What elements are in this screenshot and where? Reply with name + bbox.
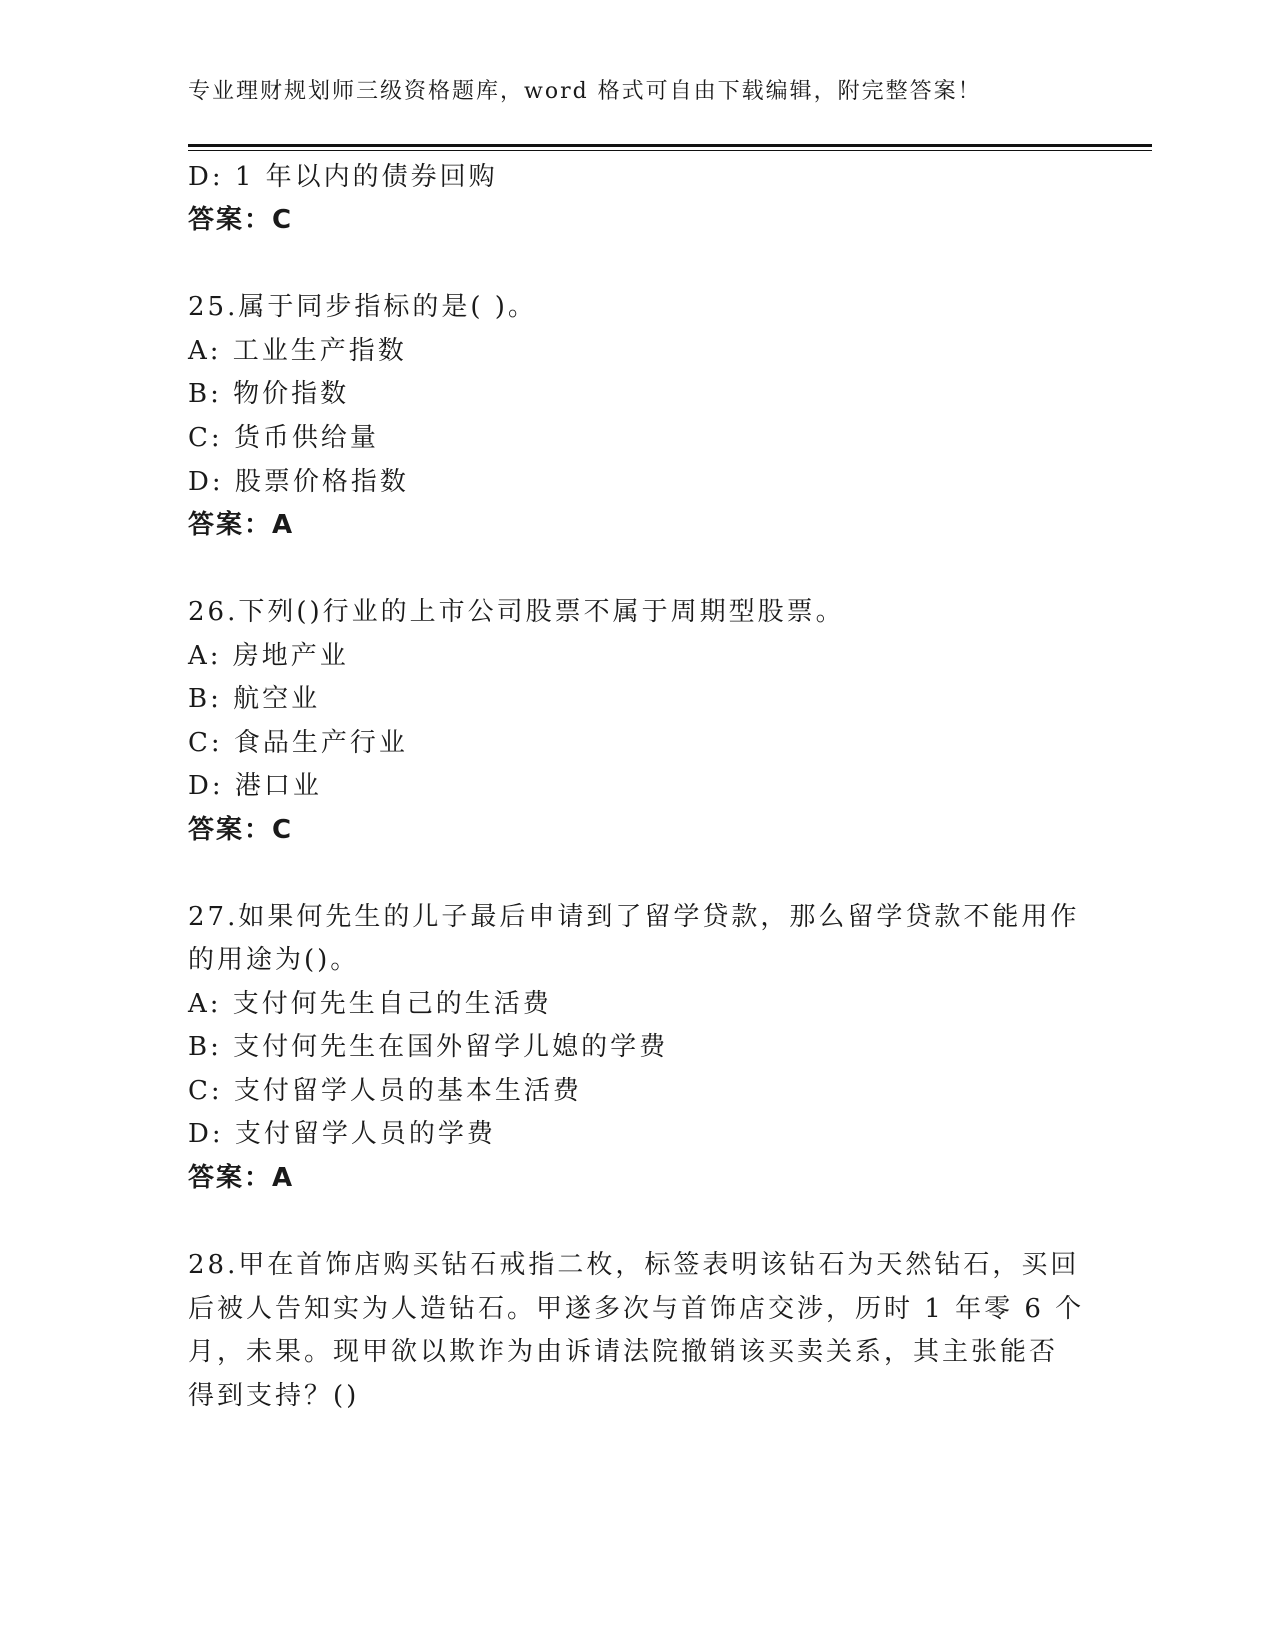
option-a: A: 支付何先生自己的生活费 [188, 989, 552, 1019]
question-stem-cont: 的用途为()。 [188, 945, 360, 975]
answer: 答案：C [188, 205, 294, 235]
answer: 答案：A [188, 1163, 295, 1193]
answer: 答案：C [188, 815, 294, 845]
header-rule [188, 144, 1152, 147]
question-stem: 26.下列()行业的上市公司股票不属于周期型股票。 [188, 597, 845, 627]
question-stem: 25.属于同步指标的是( )。 [188, 292, 537, 322]
question-stem: 27.如果何先生的儿子最后申请到了留学贷款，那么留学贷款不能用作 [188, 902, 1080, 932]
question-stem-cont: 月，未果。现甲欲以欺诈为由诉请法院撤销该买卖关系，其主张能否 [188, 1337, 1059, 1367]
option-d: D: 支付留学人员的学费 [188, 1119, 496, 1149]
question-stem: 28.甲在首饰店购买钻石戒指二枚，标签表明该钻石为天然钻石，买回 [188, 1250, 1080, 1280]
option-c: C: 食品生产行业 [188, 728, 408, 758]
option-b: B: 支付何先生在国外留学儿媳的学费 [188, 1032, 669, 1062]
answer: 答案：A [188, 510, 295, 540]
page-header: 专业理财规划师三级资格题库，word 格式可自由下载编辑，附完整答案！ [188, 79, 982, 104]
option-c: C: 支付留学人员的基本生活费 [188, 1076, 582, 1106]
option-d: D: 1 年以内的债券回购 [188, 162, 498, 192]
option-c: C: 货币供给量 [188, 423, 379, 453]
question-stem-cont: 得到支持？() [188, 1381, 360, 1411]
option-d: D: 港口业 [188, 771, 322, 801]
option-b: B: 物价指数 [188, 379, 350, 409]
option-b: B: 航空业 [188, 684, 321, 714]
question-stem-cont: 后被人告知实为人造钻石。甲遂多次与首饰店交涉，历时 1 年零 6 个 [188, 1294, 1085, 1324]
option-d: D: 股票价格指数 [188, 467, 409, 497]
header-rule-thin [188, 150, 1152, 151]
option-a: A: 房地产业 [188, 641, 349, 671]
option-a: A: 工业生产指数 [188, 336, 407, 366]
